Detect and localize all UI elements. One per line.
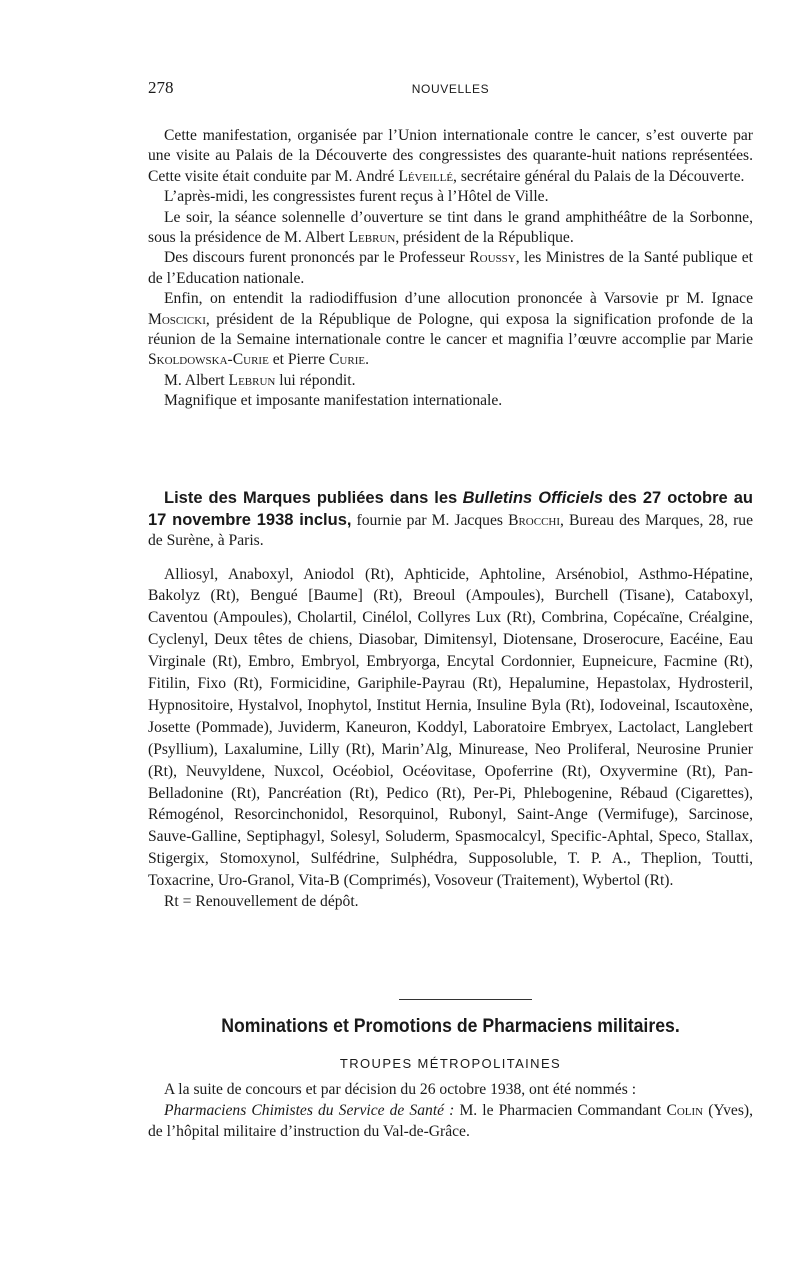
paragraph xyxy=(148,126,753,187)
paragraph xyxy=(148,208,753,249)
person-name: Brocchi xyxy=(508,511,561,529)
paragraph xyxy=(148,289,753,371)
paragraph xyxy=(148,248,753,289)
section-divider xyxy=(399,999,532,1000)
marks-heading-text: Liste des Marques publiées dans les xyxy=(164,489,458,507)
marks-heading-dates: des 27 octobre au 17 novembre 1938 inclus, xyxy=(148,489,753,529)
marks-heading-source: fournie par M. Jacques xyxy=(356,511,503,529)
marks-heading xyxy=(148,488,753,552)
person-name: Lebrun xyxy=(348,229,396,247)
paragraph-text: Enfin, on entendit la radiodiffusion d’une allocution prononcée à Varsovie pr M. Ignace xyxy=(164,290,753,308)
service-title: Pharmaciens Chimistes du Service de Santé : xyxy=(164,1101,455,1119)
bulletin-title: Bulletins Officiels xyxy=(462,489,604,507)
page-header xyxy=(148,78,753,102)
paragraph-text: , les Ministres de la Santé publique et de l’Education nationale. xyxy=(148,249,753,287)
paragraph-text: Cette manifestation, organisée par l’Union internationale contre le cancer, s’est ouverte par une visite au Palais de la Découverte des congressistes des quarante-huit nations représentées. Cette visite était conduite par M. André xyxy=(148,127,753,185)
running-head: NOUVELLES xyxy=(411,82,490,96)
person-name: Skoldowska-Curie xyxy=(148,351,269,369)
person-name: Léveillé xyxy=(398,167,454,185)
person-name: Curie xyxy=(329,351,366,369)
paragraph-text: Des discours furent prononcés par le Professeur xyxy=(164,249,465,267)
paragraph-text: , secrétaire général du Palais de la Découverte. xyxy=(453,167,745,185)
paragraph-text: Le soir, la séance solennelle d’ouverture se tint dans le grand amphithéâtre de la Sorbonne, sous la présidence de M. Albert xyxy=(148,208,753,247)
marks-legend: Rt = Renouvellement de dépôt. xyxy=(164,893,359,911)
paragraph-text: et Pierre xyxy=(268,351,326,369)
person-name: Lebrun xyxy=(228,371,276,389)
subsection-title: TROUPES MÉTROPOLITAINES xyxy=(339,1056,562,1071)
paragraph: A la suite de concours et par décision du 26 octobre 1938, ont été nommés : xyxy=(164,1081,637,1098)
paragraph: L’après-midi, les congressistes furent reçus à l’Hôtel de Ville. xyxy=(164,188,549,206)
paragraph xyxy=(148,371,753,391)
page-number: 278 xyxy=(148,78,174,97)
paragraph-text: , président de la République. xyxy=(395,229,574,247)
paragraph xyxy=(148,1101,753,1143)
article-body xyxy=(148,126,753,412)
marks-heading-address: , Bureau des Marques, 28, rue de Surène, à Paris. xyxy=(148,511,753,549)
paragraph: Magnifique et imposante manifestation internationale. xyxy=(164,392,503,410)
paragraph-text: M. Albert xyxy=(164,371,225,389)
section-title: Nominations et Promotions de Pharmaciens militaires. xyxy=(221,1016,680,1037)
person-name: Moscicki xyxy=(148,310,206,328)
marks-list-section xyxy=(148,488,753,913)
paragraph-text: . xyxy=(365,351,369,369)
paragraph-text: lui répondit. xyxy=(275,371,356,389)
person-name: Colin xyxy=(666,1101,704,1119)
nominations-body xyxy=(148,1080,753,1142)
paragraph-text: (Yves), de l’hôpital militaire d’instruction du Val-de-Grâce. xyxy=(148,1101,753,1140)
paragraph-text: , président de la République de Pologne, qui exposa la signification profonde de la réunion de la Semaine internationale contre le cancer et magnifia l’œuvre accomplie par Marie xyxy=(148,310,753,349)
paragraph-text: M. le Pharmacien Commandant xyxy=(454,1101,662,1119)
marks-list: Alliosyl, Anaboxyl, Aniodol (Rt), Aphticide, Aphtoline, Arsénobiol, Asthmo-Hépatine, Bakolyz (Rt), Bengué [Baume] (Rt), Breoul (Ampoules), Burchell (Tisane), Cataboxyl, Caventou (Ampoules), Cholartil, Cinélol, Collyres Lux (Rt), Combrina, Copécaïne, Créalgine, Cyclenyl, Deux têtes de chiens, Diasobar, Dimitensyl, Diotensane, Droserocure, Eacéine, Eau Virginale (Rt), Embro, Embryol, Embryorga, Encytal Cordonnier, Eupneicure, Facmine (Rt), Fitilin, Fixo (Rt), Formicidine, Gariphile-Payrau (Rt), Hepalumine, Hepastolax, Hydrosteril, Hypnositoire, Hystalvol, Inophytol, Institut Hernia, Insuline Byla (Rt), Iodoveinal, Iscautoxène, Josette (Pommade), Juviderm, Kaneuron, Koddyl, Laboratoire Embryex, Lactolact, Langlebert (Psyllium), Laxalumine, Lilly (Rt), Marin’Alg, Minurease, Neo Proliferal, Neurosine Prunier (Rt), Neuvyldene, Nuxcol, Océobiol, Océovitase, Opoferrine (Rt), Oxyvermine (Rt), Pan-Belladonine (Rt), Pancréation (Rt), Pedico (Rt), Per-Pi, Phlebogenine, Rébaud (Cigarettes), Rémogénol, Resorcinchonidol, Resorquinol, Rubonyl, Saint-Ange (Vermifuge), Sarcinose, Sauve-Galline, Septiphagyl, Solesyl, Soluderm, Spasmocalcyl, Specific-Aphtal, Speco, Stallax, Stigergix, Stomoxynol, Sulfédrine, Sulphédra, Supposoluble, T. P. A., Theplion, Toutti, Toxacrine, Uro-Granol, Vita-B (Comprimés), Vosoveur (Traitement), Wybertol (Rt). xyxy=(148,565,753,890)
person-name: Roussy xyxy=(469,249,516,267)
